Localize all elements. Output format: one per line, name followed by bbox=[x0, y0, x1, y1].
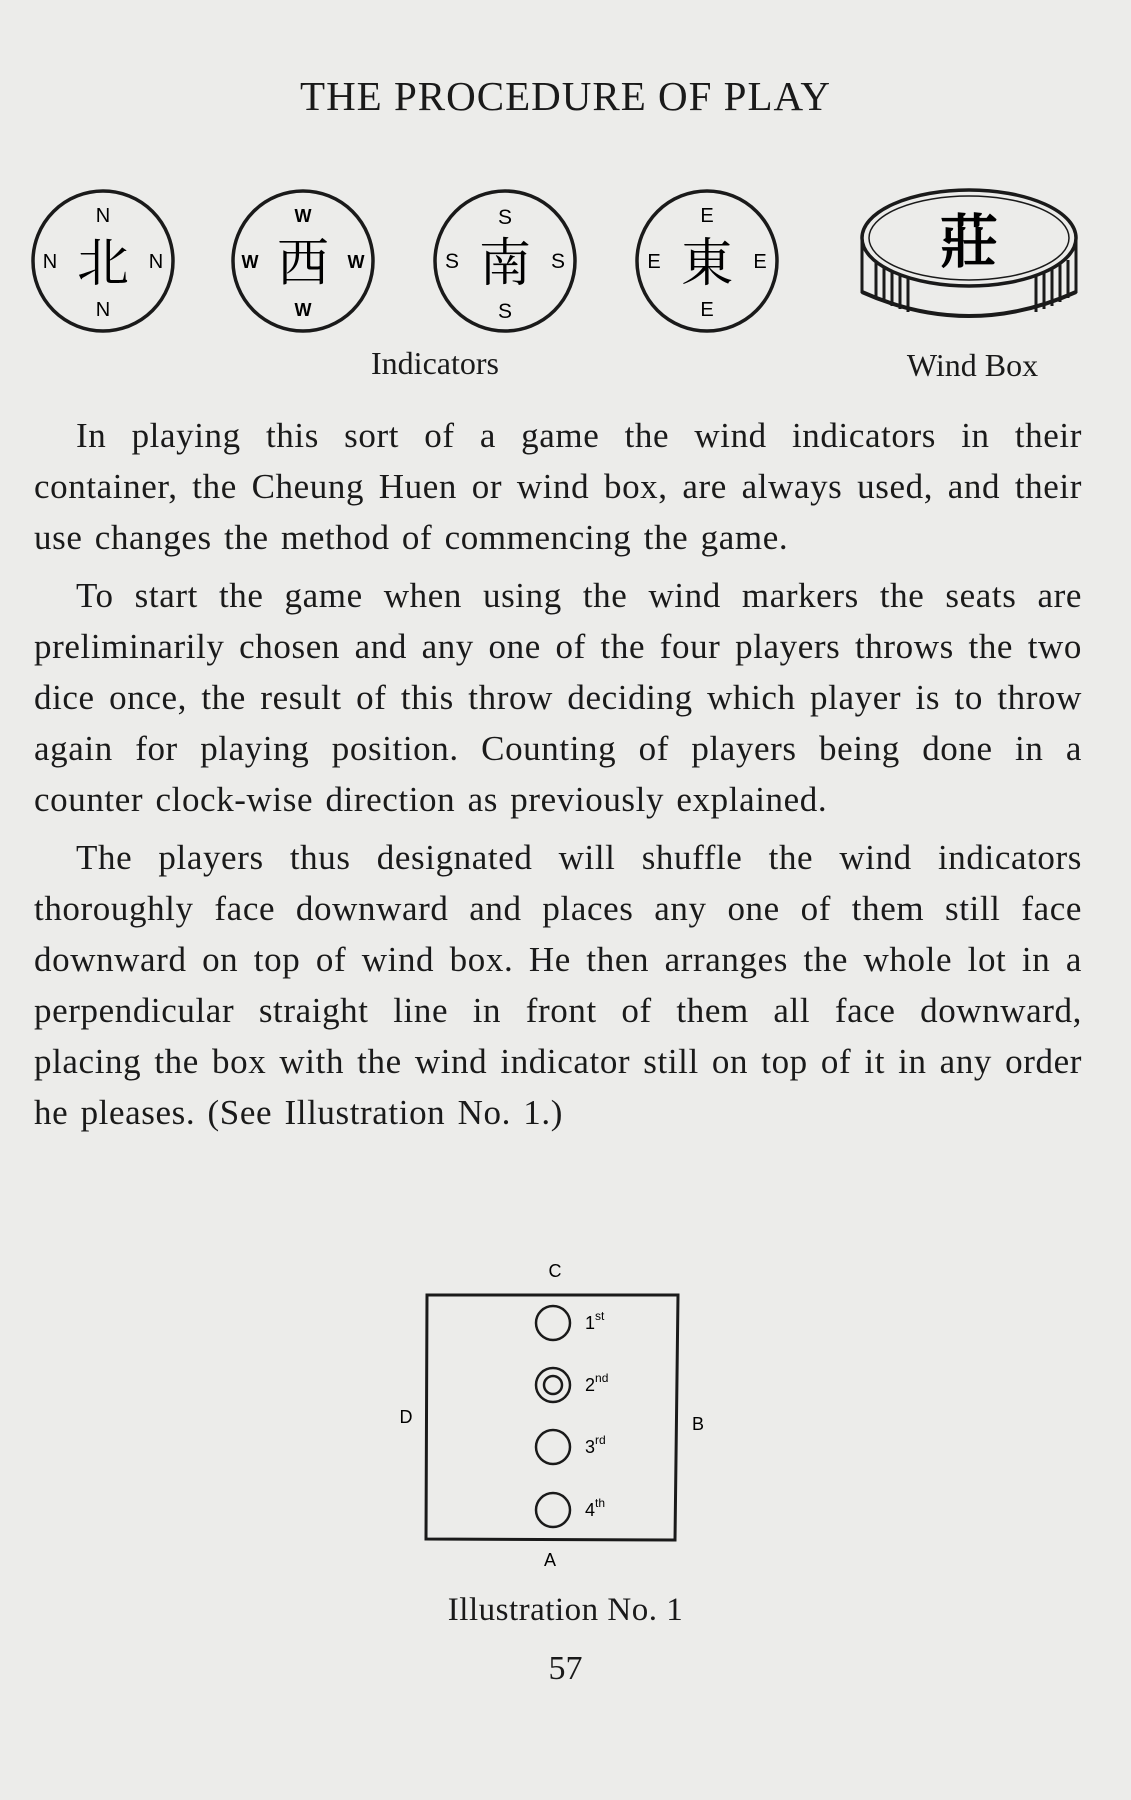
wind-box-position-marker bbox=[544, 1376, 562, 1394]
indicator-glyph: 西 bbox=[276, 236, 330, 293]
position-label: 4th bbox=[585, 1496, 606, 1520]
indicator-letter-right: W bbox=[347, 252, 365, 272]
indicator-letter-bottom: E bbox=[700, 299, 714, 321]
indicator-glyph: 南 bbox=[478, 236, 532, 293]
wind-box-glyph: 莊 bbox=[939, 210, 999, 275]
side-label-b: B bbox=[691, 1414, 705, 1434]
indicator-letter-bottom: N bbox=[95, 299, 111, 321]
south-indicator bbox=[430, 186, 580, 336]
indicator-letter-bottom: W bbox=[294, 300, 312, 320]
side-label-c: C bbox=[548, 1261, 562, 1281]
position-label: 2nd bbox=[585, 1371, 609, 1395]
north-indicator bbox=[28, 186, 178, 336]
wind-box-illustration bbox=[856, 180, 1082, 338]
paragraph: In playing this sort of a game the wind indicators in their container, the Cheung Huen or wind box, are always used, and their use changes the method of commencing the game. bbox=[34, 416, 1082, 557]
side-label-d: D bbox=[399, 1407, 413, 1427]
position-circle bbox=[536, 1430, 570, 1464]
indicator-letter-right: E bbox=[753, 251, 767, 273]
indicator-letter-left: N bbox=[42, 251, 58, 273]
side-label-a: A bbox=[543, 1550, 557, 1570]
illustration-diagram bbox=[380, 1255, 720, 1585]
position-label: 3rd bbox=[585, 1433, 606, 1457]
indicator-letter-left: W bbox=[241, 252, 259, 272]
indicator-glyph: 北 bbox=[76, 236, 130, 293]
position-circle bbox=[536, 1306, 570, 1340]
illustration-caption: Illustration No. 1 bbox=[447, 1592, 684, 1628]
indicator-letter-left: E bbox=[647, 251, 661, 273]
paragraph: To start the game when using the wind markers the seats are preliminarily chosen and any one of the four players throws the two dice once, the result of this throw deciding which player is to throw again for playing position. Counting of players being done in a counter clock-wise direction as previously explained. bbox=[34, 576, 1082, 819]
indicators-caption: Indicators bbox=[371, 345, 499, 381]
indicator-letter-top: N bbox=[95, 205, 111, 227]
position-label: 1st bbox=[585, 1309, 605, 1333]
indicator-letter-right: N bbox=[148, 251, 164, 273]
indicator-letter-top: E bbox=[700, 205, 714, 227]
wind-box-caption: Wind Box bbox=[906, 347, 1039, 383]
indicator-letter-left: S bbox=[444, 250, 460, 273]
page-number: 57 bbox=[548, 1650, 583, 1687]
east-indicator bbox=[632, 186, 782, 336]
indicator-glyph: 東 bbox=[680, 236, 734, 293]
running-head: THE PROCEDURE OF PLAY bbox=[300, 73, 831, 119]
position-circle bbox=[536, 1493, 570, 1527]
figure-indicators bbox=[0, 180, 1131, 340]
west-indicator bbox=[228, 186, 378, 336]
indicator-letter-right: S bbox=[550, 250, 566, 273]
body-text bbox=[34, 410, 1082, 1145]
indicator-letter-top: W bbox=[294, 206, 312, 226]
position-circle bbox=[536, 1368, 570, 1402]
indicator-letter-bottom: S bbox=[497, 300, 513, 323]
paragraph: The players thus designated will shuffle the wind indicators thoroughly face downward and places any one of them still face downward on top of wind box. He then arranges the whole lot in a perpendicular straight line in front of them all face downward, placing the box with the wind indicator still on top of it in any order he pleases. (See Illustration No. 1.) bbox=[34, 838, 1082, 1132]
indicator-letter-top: S bbox=[497, 206, 513, 229]
